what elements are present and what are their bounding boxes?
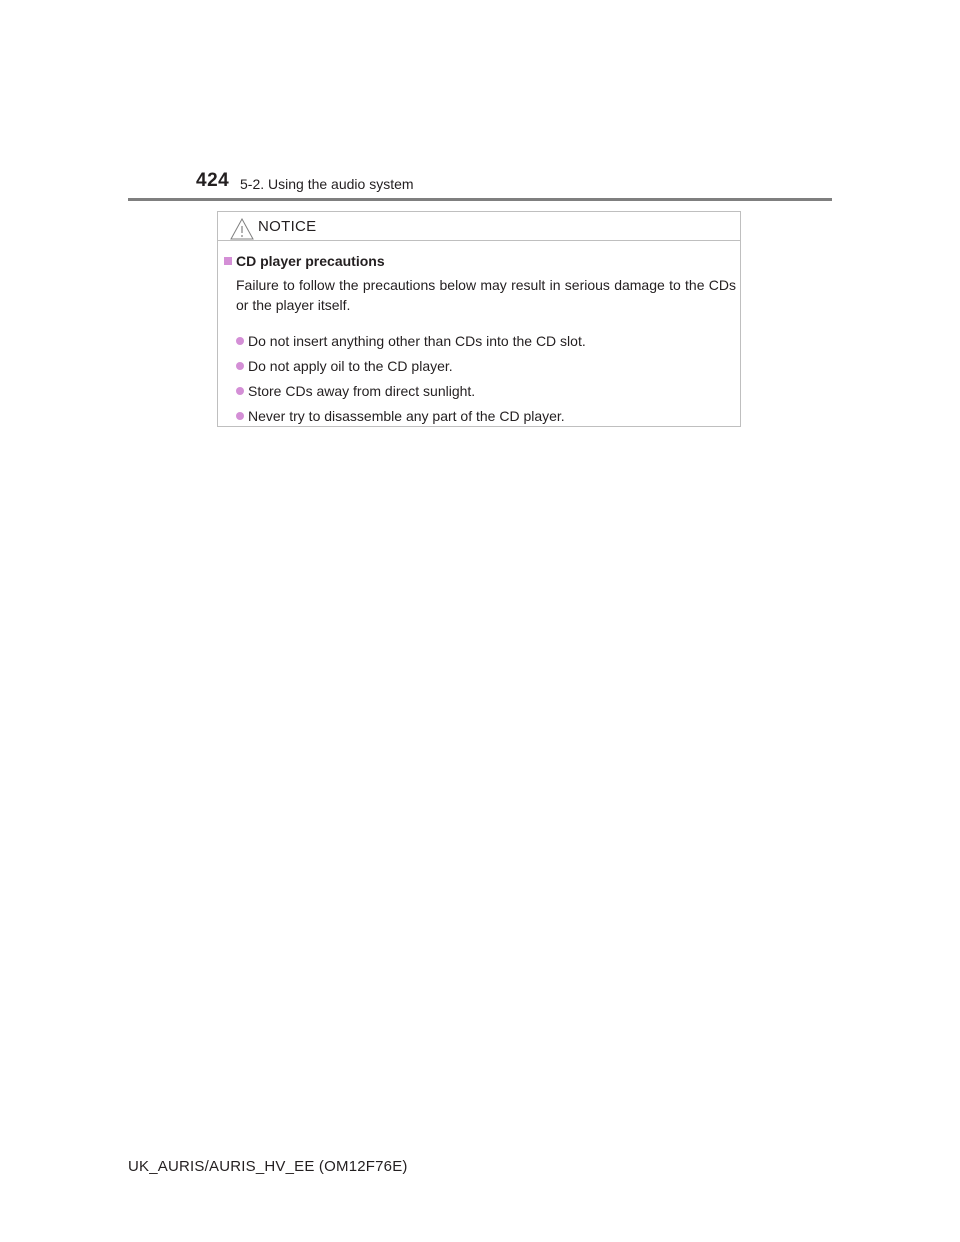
notice-box xyxy=(217,211,741,427)
list-item xyxy=(236,353,736,378)
section-title: 5-2. Using the audio system xyxy=(240,176,414,192)
list-item xyxy=(236,328,736,353)
round-bullet-icon xyxy=(236,412,244,420)
round-bullet-icon xyxy=(236,337,244,345)
header-divider xyxy=(128,198,832,201)
list-item-text: Never try to disassemble any part of the CD player. xyxy=(248,407,565,424)
notice-heading xyxy=(224,253,385,269)
round-bullet-icon xyxy=(236,387,244,395)
list-item xyxy=(236,403,736,428)
precaution-list xyxy=(236,328,736,428)
notice-heading-text: CD player precautions xyxy=(236,253,385,269)
list-item xyxy=(236,378,736,403)
notice-header xyxy=(218,212,740,241)
notice-paragraph: Failure to follow the precautions below may result in serious damage to the CDs or the player itself. xyxy=(236,277,736,313)
round-bullet-icon xyxy=(236,362,244,370)
square-bullet-icon xyxy=(224,257,232,265)
list-item-text: Do not apply oil to the CD player. xyxy=(248,357,453,374)
warning-triangle-icon xyxy=(230,218,254,240)
footer-model-code: UK_AURIS/AURIS_HV_EE (OM12F76E) xyxy=(128,1158,408,1175)
list-item-text: Do not insert anything other than CDs into the CD slot. xyxy=(248,332,586,349)
page-number: 424 xyxy=(196,170,230,191)
notice-label: NOTICE xyxy=(258,218,317,235)
list-item-text: Store CDs away from direct sunlight. xyxy=(248,382,476,399)
